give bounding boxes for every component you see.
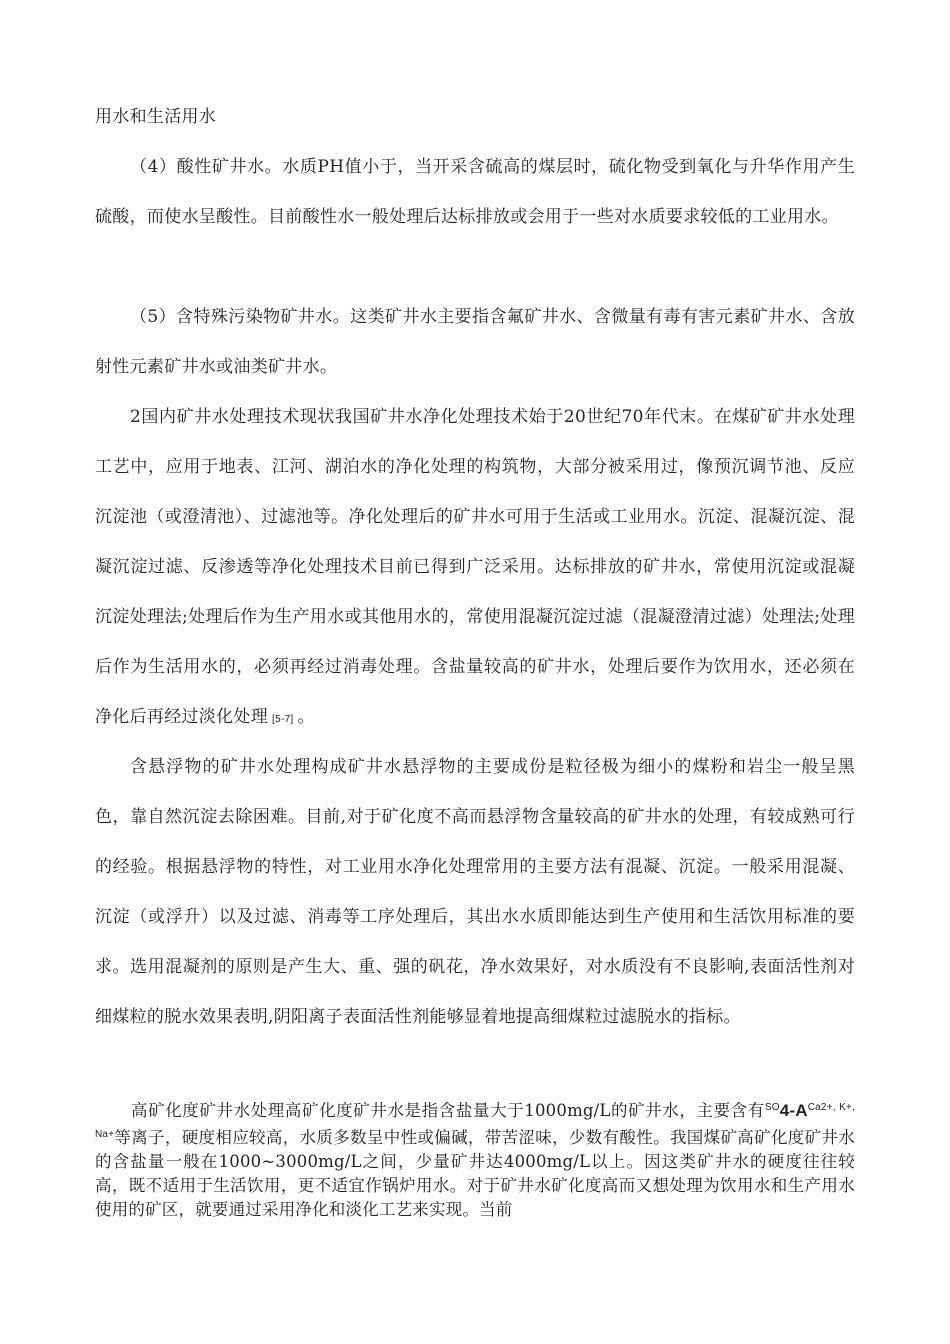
ion-na-label: , Na+: [95, 1102, 855, 1140]
paragraph-continuation: 用水和生活用水: [95, 107, 217, 127]
paragraph-acidic-mine-water: （4）酸性矿井水。水质PH值小于，当开采含硫高的煤层时，硫化物受到氧化与升华作用产生硫酸，而使水呈酸性。目前酸性水一般处理后达标排放或会用于一些对水质要求较低的工业用水。: [95, 157, 855, 227]
paragraph-text-a: 高矿化度矿井水处理高矿化度矿井水是指含盐量大于1000mg/L的矿井水，主要含有: [131, 1101, 765, 1120]
ion-ca-label: Ca2+: [807, 1102, 833, 1113]
citation-reference: [5-7]: [272, 714, 294, 725]
paragraph-high-mineralization: [95, 1096, 855, 1222]
paragraph-text: 2国内矿井水处理技术现状我国矿井水净化处理技术始于20世纪70年代末。在煤矿矿井水处理工艺中，应用于地表、江河、湖泊水的净化处理的构筑物，大部分被采用过，像预沉调节池、反应沉淀池（或澄清池）、过滤池等。净化处理后的矿井水可用于生活或工业用水。沉淀、混凝沉淀、混凝沉淀过滤、反渗透等净化处理技术目前已得到广泛采用。达标排放的矿井水，常使用沉淀或混凝沉淀处理法;处理后作为生产用水或其他用水的，常使用混凝沉淀过滤（混凝澄清过滤）处理法;处理后作为生活用水的，必须再经过消毒处理。含盐量较高的矿井水，处理后要作为饮用水，还必须在净化后再经过淡化处理: [95, 407, 855, 727]
paragraph-domestic-treatment-status: [95, 392, 855, 745]
ion-k-label: , K+: [832, 1102, 853, 1113]
paragraph-text-b: 等离子，硬度相应较高，水质多数呈中性或偏碱，带苦涩味，少数有酸性。我国煤矿高矿化度矿井水的含盐量一般在1000~3000mg/L之间，少量矿井达4000mg/L以上。因这类矿井水的硬度往往较高，既不适用于生活饮用，更不适宜作锅炉用水。对于矿井水矿化度高而又想处理为饮用水和生产用水使用的矿区，就要通过采用净化和淡化工艺来实现。当前: [95, 1128, 855, 1219]
paragraph-suspended-solids: 含悬浮物的矿井水处理构成矿井水悬浮物的主要成份是粒径极为细小的煤粉和岩尘一般呈黑色，靠自然沉淀去除困难。目前,对于矿化度不高而悬浮物含量较高的矿井水的处理，有较成熟可行的经验。根据悬浮物的特性，对工业用水净化处理常用的主要方法有混凝、沉淀。一般采用混凝、沉淀（或浮升）以及过滤、消毒等工序处理后，其出水水质即能达到生产使用和生活饮用标准的要求。选用混凝剂的原则是产生大、重、强的矾花，净水效果好，对水质没有不良影响,表面活性剂对细煤粒的脱水效果表明,阴阳离子表面活性剂能够显着地提高细煤粒过滤脱水的指标。: [95, 757, 855, 1027]
paragraph-special-pollutant-mine-water: （5）含特殊污染物矿井水。这类矿井水主要指含氟矿井水、含微量有毒有害元素矿井水、含放射性元素矿井水或油类矿井水。: [95, 307, 855, 377]
ion-so4-label: 4-A: [779, 1101, 808, 1120]
ion-so-label: SO: [764, 1102, 780, 1113]
paragraph-end-punct: 。: [297, 707, 315, 727]
